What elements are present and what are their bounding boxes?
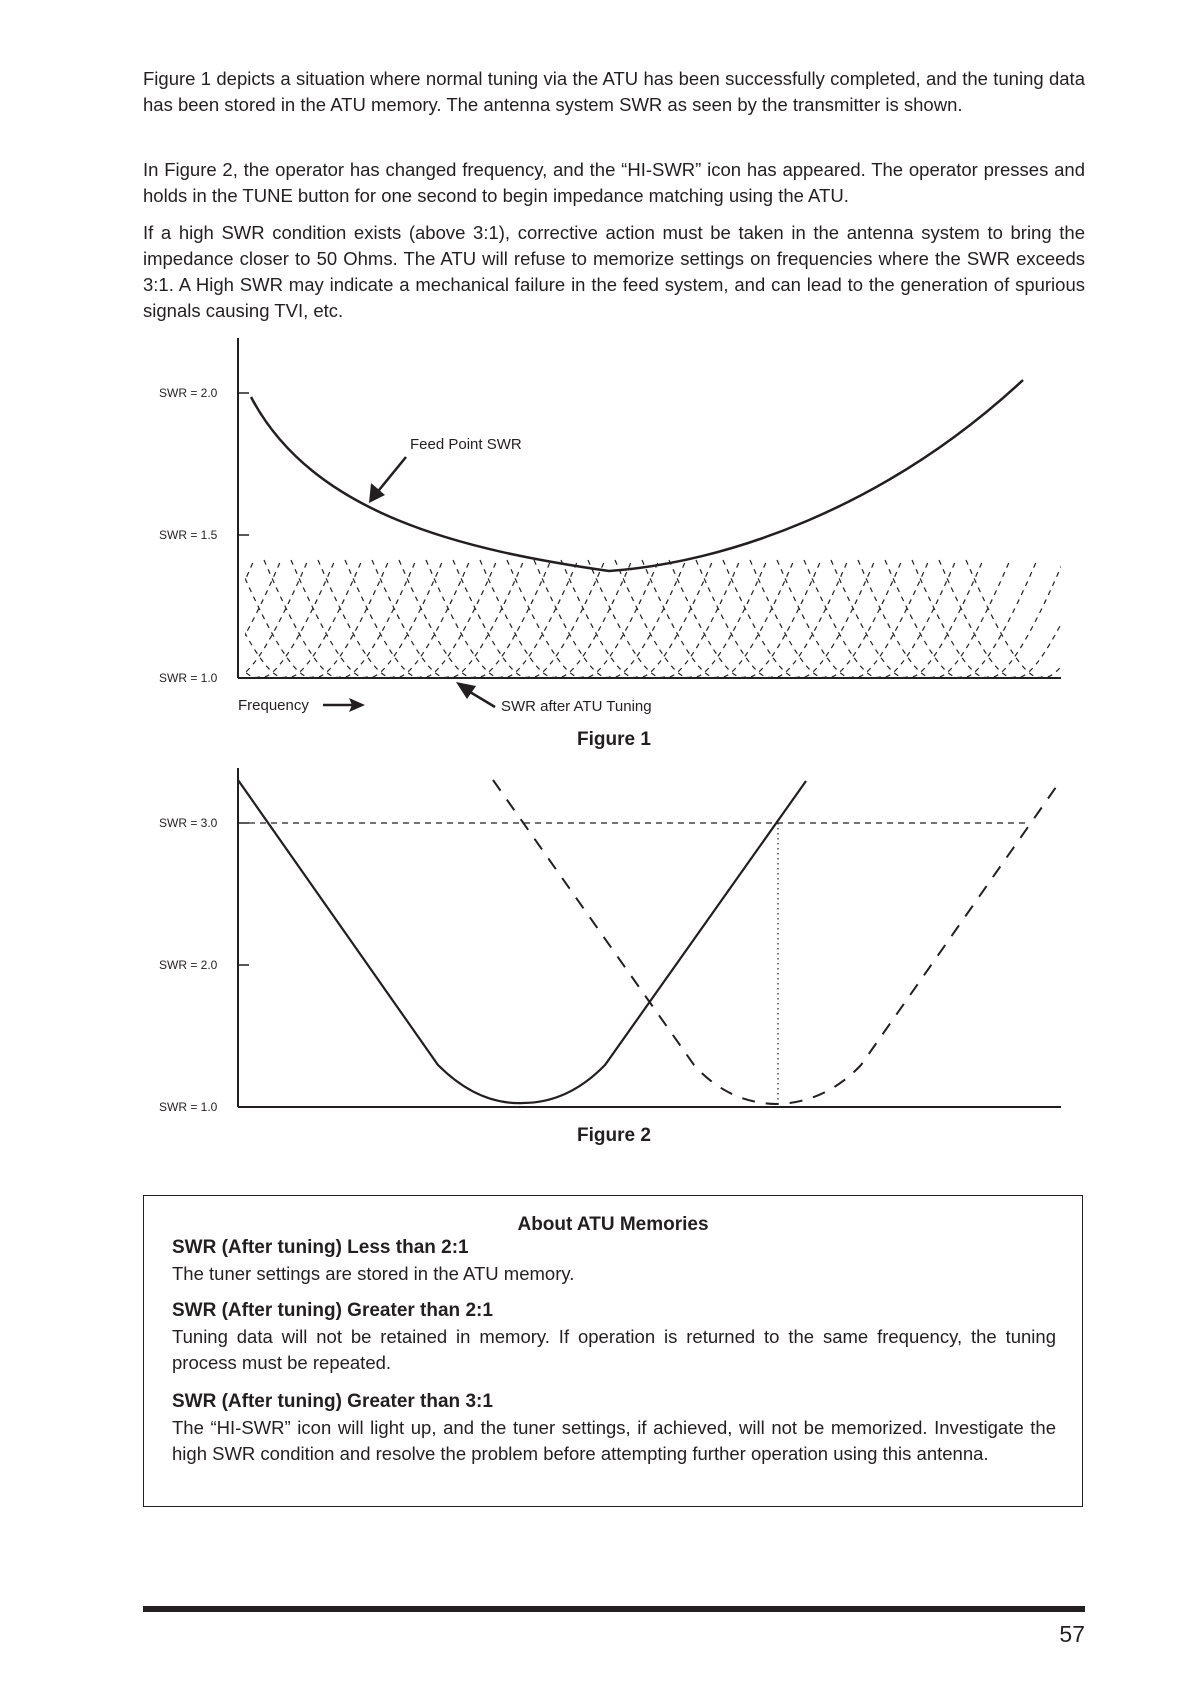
fig2-ylabel-1-0: SWR = 1.0 (159, 1100, 218, 1114)
box-title: About ATU Memories (517, 1214, 709, 1235)
figure-1-chart (143, 335, 1085, 720)
box-section-body: The tuner settings are stored in the ATU memory. (172, 1263, 575, 1284)
fig1-after-tuning-dip (642, 560, 794, 677)
fig1-after-tuning-dip (143, 560, 281, 677)
fig1-after-tuning-dip (561, 560, 713, 677)
fig1-ylabel-1-0: SWR = 1.0 (159, 671, 218, 685)
box-section-heading: SWR (After tuning) Greater than 2:1 (172, 1300, 493, 1321)
fig1-after-tuning-dip (156, 560, 308, 677)
fig1-after-tuning-dip (372, 560, 524, 677)
fig1-after-tuning-dip (804, 560, 956, 677)
fig1-after-tuning-dip (939, 560, 1085, 677)
fig1-frequency-label: Frequency (238, 697, 309, 714)
fig1-after-tuning-dip (183, 560, 335, 677)
fig1-after-tuning-dip (912, 560, 1064, 677)
fig1-after-tuning-dip (318, 560, 470, 677)
fig2-after-change-curve (493, 780, 1061, 1104)
fig1-after-tuning-dip (885, 560, 1037, 677)
box-section-body: The “HI-SWR” icon will light up, and the tuner settings, if achieved, will not be memorized. Investigate the high SWR condition and resolve the problem before attempting further operation using this antenna. (172, 1417, 1056, 1464)
figure-2-caption: Figure 2 (577, 1125, 651, 1146)
fig1-after-tuning-dip (291, 560, 443, 677)
fig1-feed-point-label: Feed Point SWR (410, 436, 522, 453)
fig1-after-tuning-dip (669, 560, 821, 677)
fig1-after-tuning-dip (966, 560, 1085, 677)
box-section-heading: SWR (After tuning) Less than 2:1 (172, 1237, 469, 1258)
fig1-after-tuning-dip (858, 560, 1010, 677)
fig1-after-tuning-dip (345, 560, 497, 677)
fig1-after-tuning-dip (453, 560, 605, 677)
fig1-after-tuning-dip (399, 560, 551, 677)
fig1-after-tuning-dip (264, 560, 416, 677)
page-number: 57 (1059, 1621, 1085, 1647)
fig1-after-tuning-dip (615, 560, 767, 677)
fig2-ylabel-2-0: SWR = 2.0 (159, 958, 218, 972)
box-section-body: Tuning data will not be retained in memory. If operation is returned to the same frequency, the tuning process must be repeated. (172, 1326, 1056, 1373)
fig1-after-tuning-dip (507, 560, 659, 677)
fig1-after-arrow-head (456, 682, 476, 699)
about-atu-memories-box (143, 1195, 1083, 1507)
fig1-after-tuning-dip (426, 560, 578, 677)
fig1-after-tuning-curves (143, 560, 1085, 677)
fig1-after-tuning-dip (696, 560, 848, 677)
fig1-feed-point-curve (251, 380, 1023, 571)
footer-rule (143, 1606, 1085, 1612)
box-section-greater-than-2 (172, 1298, 1056, 1376)
box-section-heading: SWR (After tuning) Greater than 3:1 (172, 1391, 493, 1412)
figure-2-chart (143, 765, 1085, 1115)
fig1-after-tuning-dip (534, 560, 686, 677)
fig1-after-tuning-dip (750, 560, 902, 677)
fig1-after-tuning-dip (480, 560, 632, 677)
fig1-after-tuning-dip (237, 560, 389, 677)
box-section-greater-than-3 (172, 1389, 1056, 1467)
fig1-after-tuning-dip (588, 560, 740, 677)
fig2-ylabel-3-0: SWR = 3.0 (159, 816, 218, 830)
fig1-ylabel-2-0: SWR = 2.0 (159, 386, 218, 400)
fig1-after-tuning-dip (831, 560, 983, 677)
fig1-after-tuning-dip (723, 560, 875, 677)
fig1-feed-arrow-shaft (375, 457, 406, 495)
fig2-before-tuning-curve (238, 780, 806, 1103)
box-section-less-than-2 (172, 1235, 1056, 1287)
fig1-after-tuning-dip (777, 560, 929, 677)
fig1-after-tuning-dip (210, 560, 362, 677)
intro-paragraph-3: If a high SWR condition exists (above 3:1), corrective action must be taken in the antenna system to bring the impedance closer to 50 Ohms. The ATU will refuse to memorize settings on frequencies where the SWR exceeds 3:1. A High SWR may indicate a mechanical failure in the feed system, and can lead to the generation of spurious signals causing TVI, etc. (143, 222, 1085, 321)
figure-1-caption: Figure 1 (577, 729, 651, 750)
intro-paragraph-1: Figure 1 depicts a situation where normal tuning via the ATU has been successfully completed, and the tuning data has been stored in the ATU memory. The antenna system SWR as seen by the transmitter is shown. (143, 68, 1085, 115)
fig1-after-tuning-label: SWR after ATU Tuning (501, 698, 652, 715)
fig1-ylabel-1-5: SWR = 1.5 (159, 528, 218, 542)
intro-paragraph-2: In Figure 2, the operator has changed frequency, and the “HI-SWR” icon has appeared. The operator presses and holds in the TUNE button for one second to begin impedance matching using the ATU. (143, 159, 1085, 206)
